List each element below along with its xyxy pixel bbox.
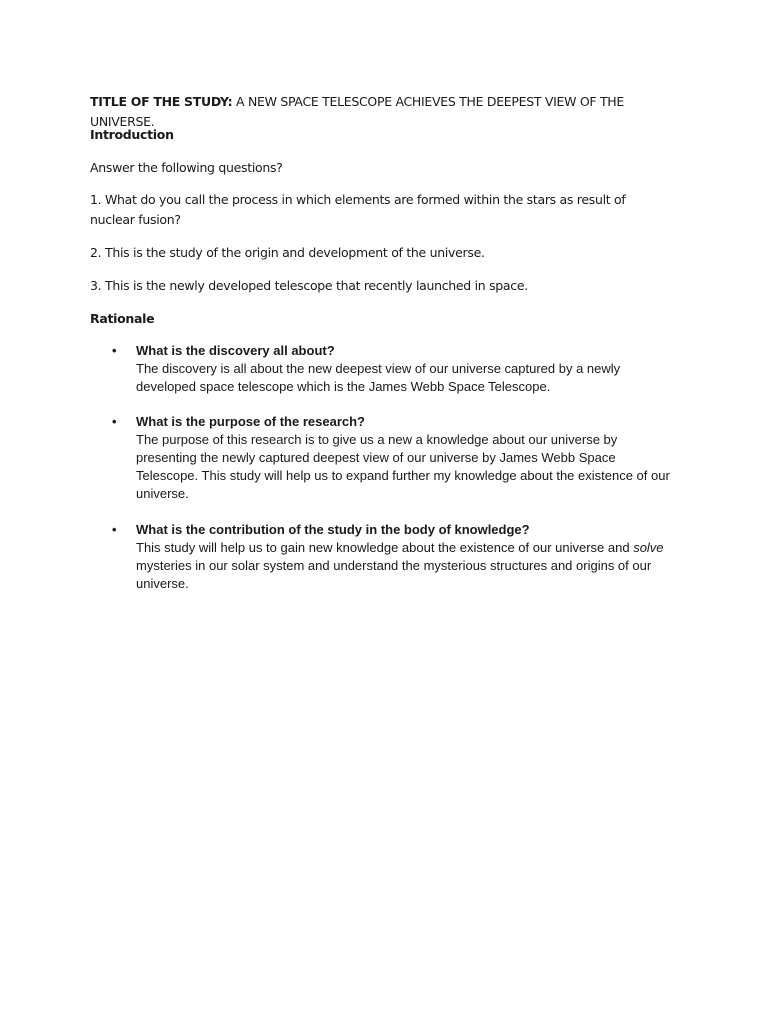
rationale-answer — [136, 539, 672, 593]
study-title-text: A NEW SPACE TELESCOPE ACHIEVES THE DEEPEST VIEW OF THE UNIVERSE. — [90, 94, 624, 129]
question-3: 3. This is the newly developed telescope that recently launched in space. — [90, 278, 528, 293]
bullet-icon: • — [112, 522, 117, 537]
bullet-icon: • — [112, 414, 117, 429]
bullet-icon: • — [112, 343, 117, 358]
rationale-heading: Rationale — [90, 311, 155, 326]
rationale-answer-italic: solve — [633, 540, 664, 555]
rationale-item-body — [136, 521, 672, 593]
rationale-item-body — [136, 342, 672, 396]
rationale-question: What is the contribution of the study in the body of knowledge? — [136, 522, 530, 537]
question-1: 1. What do you call the process in which elements are formed within the stars as result of nuclear fusion? — [90, 192, 626, 227]
question-2: 2. This is the study of the origin and development of the universe. — [90, 245, 485, 260]
introduction-heading: Introduction — [90, 127, 174, 142]
rationale-answer-part: This study will help us to gain new knowledge about the existence of our universe and — [136, 540, 634, 555]
rationale-question: What is the purpose of the research? — [136, 414, 365, 429]
rationale-answer-part: mysteries in our solar system and understand the mysterious structures and origins of our universe. — [136, 558, 652, 591]
rationale-answer: The discovery is all about the new deepest view of our universe captured by a newly developed space telescope which is the James Webb Space Telescope. — [136, 361, 621, 394]
study-title-label: TITLE OF THE STUDY: — [90, 94, 233, 109]
rationale-item-body — [136, 413, 672, 503]
rationale-answer: The purpose of this research is to give us a new a knowledge about our universe by presenting the newly captured deepest view of our universe by James Webb Space Telescope. This study will help us to expand further my knowledge about the existence of our universe. — [136, 432, 670, 501]
questions-prompt: Answer the following questions? — [90, 160, 283, 175]
rationale-question: What is the discovery all about? — [136, 343, 335, 358]
